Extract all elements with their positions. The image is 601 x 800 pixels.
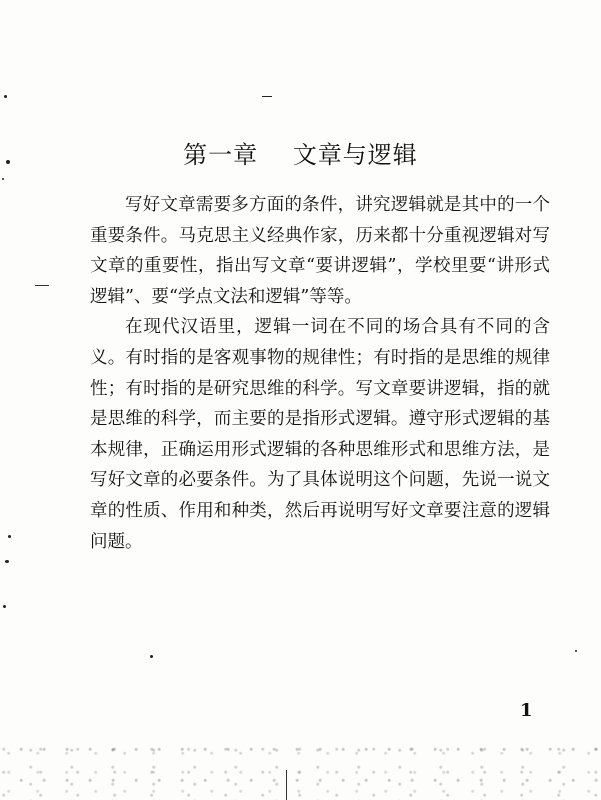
scan-speck (4, 95, 7, 98)
chapter-heading (0, 135, 601, 170)
scan-speck (8, 535, 11, 538)
scan-speck (2, 178, 4, 180)
scan-speck (262, 96, 272, 97)
scan-speck (150, 655, 153, 658)
page-number: 1 (520, 700, 533, 721)
paragraph: 写好文章需要多方面的条件，讲究逻辑就是其中的一个重要条件。马克思主义经典作家，历来都十分重视逻辑对写文章的重要性，指出写文章“要讲逻辑”，学校里要“讲形式逻辑”、要“学点文法和逻辑”等等。 (90, 195, 550, 307)
scan-speck (575, 650, 577, 652)
paragraph: 在现代汉语里，逻辑一词在不同的场合具有不同的含义。有时指的是客观事物的规律性；有时指的是思维的规律性；有时指的是研究思维的科学。写文章要讲逻辑，指的就是思维的科学，而主要的是指形式逻辑。遵守形式逻辑的基本规律，正确运用形式逻辑的各种思维形式和思维方法，是写好文章的必要条件。为了具体说明这个问题，先说一说文章的性质、作用和种类，然后再说明写好文章要注意的逻辑问题。 (90, 317, 550, 552)
chapter-number: 第一章 (183, 141, 259, 169)
scan-speck (3, 605, 6, 608)
scan-speck (5, 560, 9, 563)
scan-line (35, 285, 49, 286)
body-text (90, 190, 550, 557)
chapter-title: 文章与逻辑 (292, 141, 418, 169)
scan-noise (0, 740, 601, 800)
